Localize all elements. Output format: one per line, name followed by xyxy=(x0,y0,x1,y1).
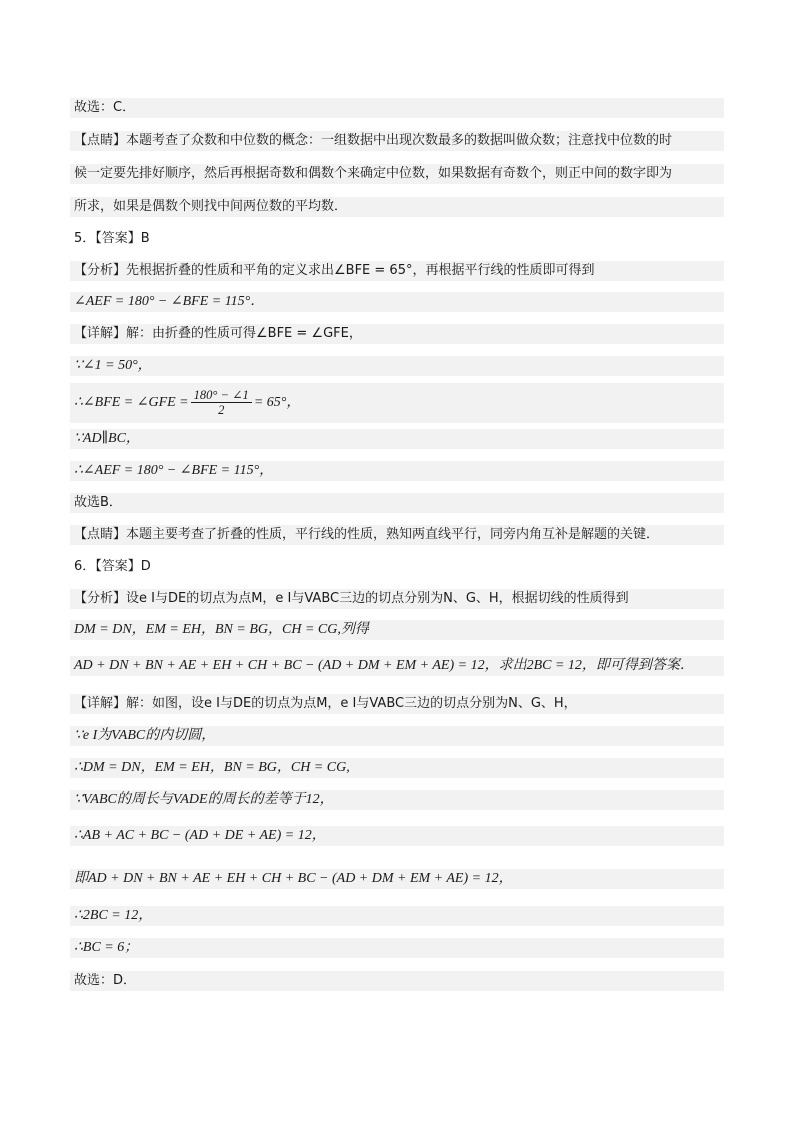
answer-heading: 5．【答案】B xyxy=(74,231,150,246)
fraction-line xyxy=(70,383,724,423)
math-line: AD + DN + BN + AE + EH + CH + BC − (AD + DM + EM + AE) = 12，求出2BC = 12，即可得到答案． xyxy=(70,656,724,676)
equation-right: = 65°， xyxy=(253,395,301,410)
fraction xyxy=(191,388,252,417)
math-line: ∵AD∥BC， xyxy=(70,429,724,449)
equation-left: ∴∠BFE = ∠GFE = xyxy=(74,395,189,410)
text-line: 【分析】设e I与DE的切点为点M，e I与VABC三边的切点分别为N、G、H，根据切线的性质得到 xyxy=(70,589,724,609)
math-line: 即AD + DN + BN + AE + EH + CH + BC − (AD + DM + EM + AE) = 12， xyxy=(70,869,724,889)
math-line: ∴2BC = 12， xyxy=(70,906,724,926)
text-line: 【点睛】本题主要考查了折叠的性质，平行线的性质，熟知两直线平行，同旁内角互补是解题的关键． xyxy=(70,525,724,545)
math-line: ∴AB + AC + BC − (AD + DE + AE) = 12， xyxy=(70,826,724,846)
text-line: 故选：D． xyxy=(70,971,724,991)
fraction-denominator: 2 xyxy=(218,402,225,417)
text-line: 所求，如果是偶数个则找中间两位数的平均数． xyxy=(70,197,724,217)
math-line: DM = DN，EM = EH，BN = BG，CH = CG,列得 xyxy=(70,620,724,640)
text-line: 候一定要先排好顺序，然后再根据奇数和偶数个来确定中位数，如果数据有奇数个，则正中间的数字即为 xyxy=(70,164,724,184)
text-line: 【详解】解：由折叠的性质可得∠BFE = ∠GFE， xyxy=(70,324,724,344)
fraction-numerator: 180° − ∠1 xyxy=(191,388,252,403)
math-line: ∵VABC的周长与VADE的周长的差等于12， xyxy=(70,790,724,810)
math-line: ∵∠1 = 50°， xyxy=(70,356,724,376)
math-line: ∴BC = 6； xyxy=(70,938,724,958)
math-line: ∠AEF = 180° − ∠BFE = 115°． xyxy=(70,292,724,312)
math-line: ∵e I为VABC的内切圆， xyxy=(70,726,724,746)
text-line: 故选B． xyxy=(70,493,724,513)
text-line: 【详解】解：如图，设e I与DE的切点为点M，e I与VABC三边的切点分别为N、G、H， xyxy=(70,694,724,714)
math-line: ∴∠AEF = 180° − ∠BFE = 115°， xyxy=(70,461,724,481)
text-line: 【点睛】本题考查了众数和中位数的概念：一组数据中出现次数最多的数据叫做众数；注意找中位数的时 xyxy=(70,131,724,151)
math-line: ∴DM = DN，EM = EH，BN = BG，CH = CG, xyxy=(70,758,724,778)
text-line: 故选：C． xyxy=(70,98,724,118)
text-line: 【分析】先根据折叠的性质和平角的定义求出∠BFE = 65°，再根据平行线的性质即可得到 xyxy=(70,261,724,281)
answer-heading: 6．【答案】D xyxy=(74,559,151,574)
